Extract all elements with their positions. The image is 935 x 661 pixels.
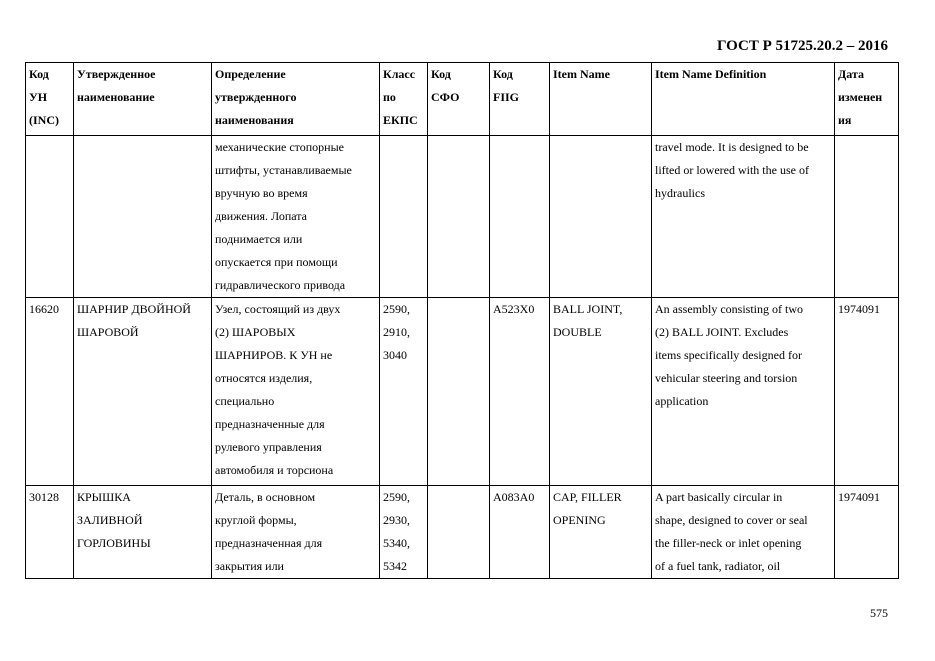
- document-header: ГОСТ Р 51725.20.2 – 2016: [716, 38, 888, 54]
- cell-class: 2590, 2910, 3040: [380, 298, 428, 486]
- cell-date: 1974091: [835, 486, 899, 579]
- header-date: Дата изменен ия: [835, 63, 899, 136]
- cell-definition: Деталь, в основном круглой формы, предназначенная для закрытия или: [212, 486, 380, 579]
- cell-item-name: CAP, FILLER OPENING: [550, 486, 652, 579]
- header-fiig: Код FIIG: [490, 63, 550, 136]
- header-class: Класс по ЕКПС: [380, 63, 428, 136]
- cell-inc: [26, 136, 74, 298]
- cell-definition: механические стопорные штифты, устанавливаемые вручную во время движения. Лопата поднимается или опускается при помощи гидравлического привода: [212, 136, 380, 298]
- cell-sfo: [428, 298, 490, 486]
- cell-date: 1974091: [835, 298, 899, 486]
- cell-date: [835, 136, 899, 298]
- page-number: 575: [870, 606, 888, 620]
- cell-item-definition: travel mode. It is designed to be lifted or lowered with the use of hydraulics: [652, 136, 835, 298]
- cell-approved-name: КРЫШКА ЗАЛИВНОЙ ГОРЛОВИНЫ: [74, 486, 212, 579]
- cell-inc: 16620: [26, 298, 74, 486]
- cell-item-name: [550, 136, 652, 298]
- cell-class: [380, 136, 428, 298]
- cell-fiig: A523X0: [490, 298, 550, 486]
- cell-approved-name: [74, 136, 212, 298]
- cell-inc: 30128: [26, 486, 74, 579]
- cell-definition: Узел, состоящий из двух (2) ШАРОВЫХ ШАРНИРОВ. К УН не относятся изделия, специально предназначенные для рулевого управления автомобиля и торсиона: [212, 298, 380, 486]
- header-item-name: Item Name: [550, 63, 652, 136]
- cell-fiig: A083A0: [490, 486, 550, 579]
- table-header-row: [26, 63, 899, 136]
- cell-sfo: [428, 486, 490, 579]
- cell-approved-name: ШАРНИР ДВОЙНОЙ ШАРОВОЙ: [74, 298, 212, 486]
- cell-item-definition: An assembly consisting of two (2) BALL JOINT. Excludes items specifically designed for vehicular steering and torsion application: [652, 298, 835, 486]
- cell-sfo: [428, 136, 490, 298]
- header-approved-name: Утвержденное наименование: [74, 63, 212, 136]
- header-definition: Определение утвержденного наименования: [212, 63, 380, 136]
- table-row: [26, 298, 899, 486]
- cell-fiig: [490, 136, 550, 298]
- cell-class: 2590, 2930, 5340, 5342: [380, 486, 428, 579]
- cell-item-definition: A part basically circular in shape, designed to cover or seal the filler-neck or inlet opening of a fuel tank, radiator, oil: [652, 486, 835, 579]
- nomenclature-table: [25, 62, 899, 579]
- cell-item-name: BALL JOINT, DOUBLE: [550, 298, 652, 486]
- table-row: [26, 486, 899, 579]
- header-sfo: Код СФО: [428, 63, 490, 136]
- table-row: [26, 136, 899, 298]
- header-item-name-definition: Item Name Definition: [652, 63, 835, 136]
- header-inc: Код УН (INC): [26, 63, 74, 136]
